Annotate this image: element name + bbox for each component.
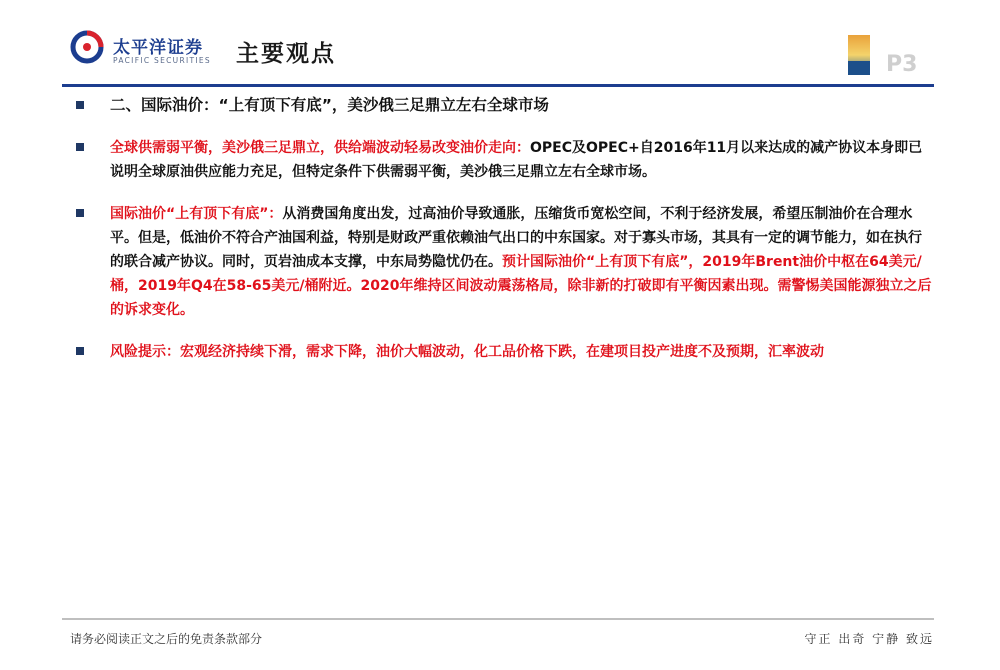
bullet-body: OPEC及OPEC+自2016年11月以来达成的减产协议本身即已说明全球原油供应能力充足，但特定条件下供需弱平衡，美沙俄三足鼎立左右全球市场。 [110, 140, 923, 180]
brand-name-en: PACIFIC SECURITIES [113, 56, 211, 65]
page-header [0, 0, 1000, 80]
risk-warning-text: 风险提示：宏观经济持续下滑，需求下降，油价大幅波动，化工品价格下跌，在建项目投产进度不及预期，汇率波动 [110, 344, 824, 360]
square-bullet-icon [76, 347, 84, 355]
decorative-sunrise-icon [848, 35, 870, 75]
bullet-lead-red: 国际油价“上有顶下有底”： [110, 206, 283, 222]
bullet-lead-red: 全球供需弱平衡，美沙俄三足鼎立，供给端波动轻易改变油价走向： [110, 140, 530, 156]
bullet-text [110, 202, 932, 322]
bullet-oil-price-range [70, 202, 932, 322]
bullet-body: 从消费国角度出发，过高油价导致通胀，压缩货币宽松空间，不利于经济发展，希望压制油价在合理水平。但是，低油价不符合产油国利益，特别是财政严重依赖油气出口的中东国家。对于寡头市场，其具有一定的调节能力，如在执行的联合减产协议。同时，页岩油成本支撑，中东局势隐忧仍在。 [110, 206, 922, 270]
section-heading-row [70, 94, 932, 116]
section-heading: 二、国际油价：“上有顶下有底”，美沙俄三足鼎立左右全球市场 [110, 96, 549, 114]
bullet-text [110, 340, 932, 364]
page-title: 主要观点 [236, 40, 336, 67]
brand-name-cn: 太平洋证券 [113, 38, 203, 58]
page-number: P3 [886, 52, 918, 77]
footer-divider [62, 618, 934, 620]
footer-disclaimer: 请务必阅读正文之后的免责条款部分 [70, 632, 263, 646]
bullet-text [110, 136, 932, 184]
header-divider [62, 84, 934, 87]
pacific-securities-logo-icon [70, 30, 104, 64]
square-bullet-icon [76, 101, 84, 109]
bullet-supply-demand [70, 136, 932, 184]
bullet-forecast-red: 预计国际油价“上有顶下有底”，2019年Brent油价中枢在64美元/桶，2019年Q4在58-65美元/桶附近。2020年维持区间波动震荡格局，除非新的打破即有平衡因素出现。需警惕美国能源独立之后的诉求变化。 [110, 254, 932, 318]
square-bullet-icon [76, 209, 84, 217]
bullet-risk-warning [70, 340, 932, 364]
main-content [70, 94, 932, 364]
footer-motto: 守正 出奇 宁静 致远 [804, 632, 934, 646]
square-bullet-icon [76, 143, 84, 151]
